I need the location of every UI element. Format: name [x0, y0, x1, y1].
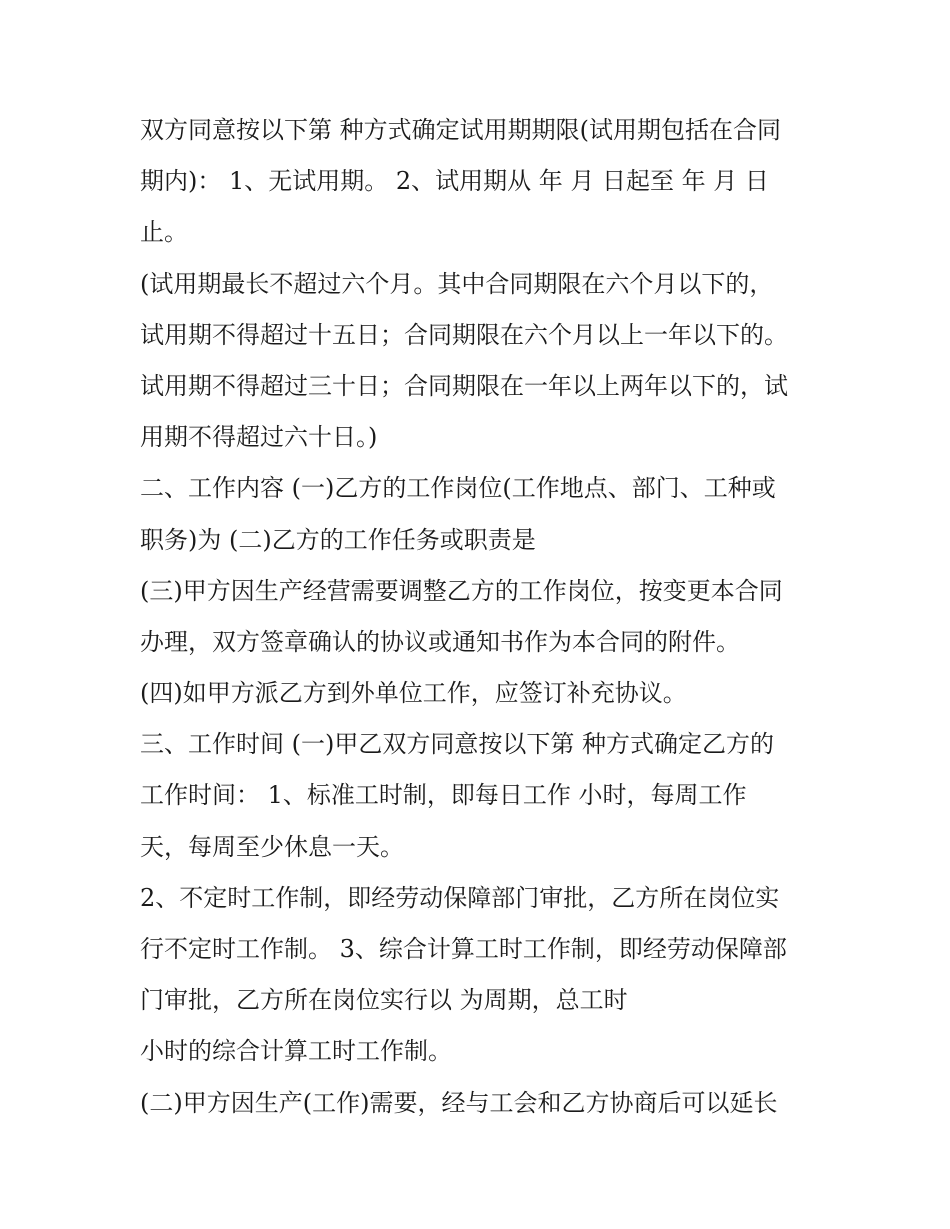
text-line: 止。: [140, 218, 188, 247]
text-line: 用期不得超过六十日。): [140, 423, 378, 452]
section-heading-work-time: 三、工作时间 (一)甲乙双方同意按以下第 种方式确定乙方的: [140, 730, 774, 759]
text-line: 期内)： 1、无试用期。 2、试用期从 年 月 日起至 年 月 日: [140, 167, 769, 196]
text-line: 2、不定时工作制，即经劳动保障部门审批，乙方所在岗位实: [140, 883, 780, 912]
text-line: (试用期最长不超过六个月。其中合同期限在六个月以下的，: [140, 269, 774, 298]
text-line: (三)甲方因生产经营需要调整乙方的工作岗位，按变更本合同: [140, 576, 783, 605]
text-line: 办理，双方签章确认的协议或通知书作为本合同的附件。: [140, 627, 740, 656]
text-line: 门审批，乙方所在岗位实行以 为周期，总工时: [140, 986, 628, 1015]
text-line: (二)甲方因生产(工作)需要，经与工会和乙方协商后可以延长: [140, 1088, 778, 1117]
text-line: 工作时间： 1、标准工时制，即每日工作 小时，每周工作: [140, 781, 747, 810]
text-line: 试用期不得超过十五日；合同期限在六个月以上一年以下的。: [140, 320, 788, 349]
text-line: 双方同意按以下第 种方式确定试用期期限(试用期包括在合同: [140, 116, 781, 144]
text-line: (四)如甲方派乙方到外单位工作，应签订补充协议。: [140, 679, 687, 708]
text-line: 行不定时工作制。 3、综合计算工时工作制，即经劳动保障部: [140, 935, 787, 963]
text-line: 试用期不得超过三十日；合同期限在一年以上两年以下的，试: [140, 371, 788, 400]
text-line: 天，每周至少休息一天。: [140, 832, 404, 861]
section-heading-work-content: 二、工作内容 (一)乙方的工作岗位(工作地点、部门、工种或: [140, 474, 776, 503]
text-line: 小时的综合计算工时工作制。: [140, 1037, 452, 1066]
document-body: [140, 110, 820, 1134]
text-line: 职务)为 (二)乙方的工作任务或职责是: [140, 525, 536, 554]
